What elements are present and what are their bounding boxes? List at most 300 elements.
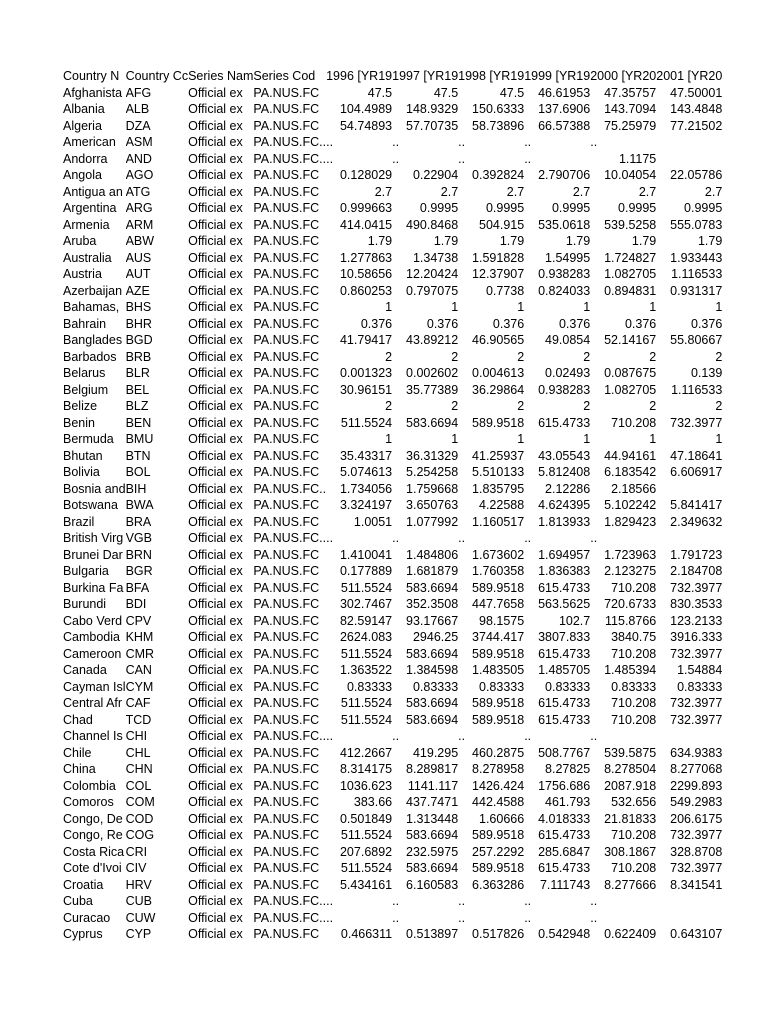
table-cell[interactable]: 0.860253 <box>339 283 393 298</box>
table-cell[interactable]: 710.208 <box>611 828 657 842</box>
table-cell[interactable]: .. <box>524 151 532 166</box>
table-cell[interactable]: PA.NUS.FC.. <box>253 531 327 545</box>
table-cell[interactable]: Belgium <box>63 382 109 397</box>
table-cell[interactable]: 2.349632 <box>670 514 723 529</box>
table-cell[interactable]: 511.5524 <box>340 646 393 661</box>
table-cell[interactable]: 1.79 <box>499 234 525 248</box>
table-cell[interactable]: 583.6694 <box>406 828 459 842</box>
table-cell[interactable]: 0.83333 <box>545 679 591 694</box>
table-cell[interactable]: BGD <box>125 333 153 347</box>
table-cell[interactable]: 52.14167 <box>604 333 657 347</box>
header-cell[interactable]: 2001 [YR20 <box>656 69 723 83</box>
table-cell[interactable]: 0.087675 <box>604 366 657 380</box>
table-cell[interactable]: Burkina Fa <box>63 580 124 595</box>
header-cell[interactable]: 2000 [YR20 <box>590 69 657 83</box>
table-cell[interactable]: Official ex <box>188 762 243 776</box>
table-cell[interactable]: Croatia <box>63 877 104 892</box>
table-cell[interactable]: 143.4848 <box>670 102 723 116</box>
table-cell[interactable]: 583.6694 <box>406 415 459 430</box>
table-cell[interactable]: PA.NUS.FC <box>253 250 320 265</box>
table-cell[interactable]: Botswana <box>63 498 118 512</box>
table-cell[interactable]: 1.813933 <box>538 514 591 529</box>
table-cell[interactable]: BRA <box>125 514 152 529</box>
table-cell[interactable]: 539.5258 <box>604 217 657 232</box>
table-cell[interactable]: BHS <box>125 300 152 314</box>
table-cell[interactable]: Official ex <box>188 828 243 842</box>
table-cell[interactable]: PA.NUS.FC <box>253 597 320 611</box>
table-cell[interactable]: 2299.893 <box>670 778 723 793</box>
table-cell[interactable]: Official ex <box>188 432 243 446</box>
table-cell[interactable]: 2.7 <box>440 184 459 199</box>
table-cell[interactable]: 589.9518 <box>472 696 525 710</box>
table-cell[interactable]: 532.656 <box>611 795 657 809</box>
table-cell[interactable]: 36.31329 <box>406 448 459 463</box>
table-cell[interactable]: 442.4588 <box>472 795 525 809</box>
table-cell[interactable]: .. <box>326 910 334 925</box>
table-cell[interactable]: Official ex <box>188 729 243 743</box>
table-cell[interactable]: 1.759668 <box>406 481 459 496</box>
table-cell[interactable]: 1.60666 <box>479 811 525 826</box>
table-cell[interactable]: 1 <box>583 300 591 314</box>
table-cell[interactable]: Official ex <box>188 795 243 809</box>
table-cell[interactable]: Official ex <box>188 349 243 364</box>
table-cell[interactable]: 0.376 <box>691 316 723 331</box>
table-cell[interactable]: Official ex <box>188 547 243 562</box>
table-cell[interactable]: 93.17667 <box>406 613 459 628</box>
table-cell[interactable]: DZA <box>125 118 151 133</box>
table-cell[interactable]: .. <box>524 531 532 545</box>
table-cell[interactable]: .. <box>458 894 466 908</box>
table-cell[interactable]: BLR <box>125 366 150 380</box>
table-cell[interactable]: ATG <box>125 184 151 199</box>
table-cell[interactable]: 710.208 <box>611 646 657 661</box>
table-cell[interactable]: 1.313448 <box>406 811 459 826</box>
table-cell[interactable]: 0.83333 <box>346 679 393 694</box>
table-cell[interactable]: PA.NUS.FC <box>253 366 320 380</box>
table-cell[interactable]: 1.79 <box>631 234 657 248</box>
table-cell[interactable]: 104.4989 <box>339 102 393 116</box>
table-cell[interactable]: 58.73896 <box>472 118 525 133</box>
table-cell[interactable]: PA.NUS.FC <box>253 663 320 677</box>
table-cell[interactable]: 732.3977 <box>670 415 723 430</box>
table-cell[interactable]: Chad <box>63 712 93 727</box>
table-cell[interactable]: 5.841417 <box>670 498 723 512</box>
table-cell[interactable]: Official ex <box>188 481 243 496</box>
table-cell[interactable]: Official ex <box>188 663 243 677</box>
table-cell[interactable]: 2.7 <box>374 184 393 199</box>
table-cell[interactable]: 6.183542 <box>604 465 657 479</box>
table-cell[interactable]: 1.79 <box>433 234 459 248</box>
table-cell[interactable]: 1.485394 <box>604 663 657 677</box>
table-cell[interactable]: Bahrain <box>63 316 107 331</box>
table-cell[interactable]: 47.18641 <box>670 448 723 463</box>
table-cell[interactable]: Official ex <box>188 564 243 578</box>
table-cell[interactable]: Benin <box>63 415 95 430</box>
table-cell[interactable]: 3.650763 <box>406 498 459 512</box>
table-cell[interactable]: 2 <box>715 349 723 364</box>
table-cell[interactable]: 1.0051 <box>353 514 393 529</box>
table-cell[interactable]: Burundi <box>63 597 107 611</box>
table-cell[interactable]: PA.NUS.FC <box>253 613 320 628</box>
table-cell[interactable]: 2 <box>385 349 393 364</box>
header-cell[interactable]: 1999 [YR19 <box>524 69 591 83</box>
table-cell[interactable]: 0.02493 <box>545 366 591 380</box>
table-cell[interactable]: PA.NUS.FC <box>253 762 320 776</box>
table-cell[interactable]: Official ex <box>188 514 243 529</box>
table-cell[interactable]: 589.9518 <box>472 861 525 875</box>
table-cell[interactable]: CRI <box>125 844 148 859</box>
table-cell[interactable]: 57.70735 <box>406 118 459 133</box>
table-cell[interactable]: .. <box>458 531 466 545</box>
table-cell[interactable]: 732.3977 <box>670 646 723 661</box>
header-cell[interactable]: Country N <box>63 69 120 83</box>
table-cell[interactable]: 1.116533 <box>671 267 723 281</box>
table-cell[interactable]: 0.392824 <box>472 168 525 182</box>
table-cell[interactable]: PA.NUS.FC <box>253 283 320 298</box>
table-cell[interactable]: 504.915 <box>479 217 525 232</box>
table-cell[interactable]: 3807.833 <box>538 630 591 644</box>
table-cell[interactable]: PA.NUS.FC.. <box>253 151 327 166</box>
table-cell[interactable]: Brunei Dar <box>63 547 123 562</box>
table-cell[interactable]: 22.05786 <box>670 168 723 182</box>
table-cell[interactable]: 0.376 <box>624 316 657 331</box>
table-cell[interactable]: 710.208 <box>611 580 657 595</box>
table-cell[interactable]: CMR <box>125 646 155 661</box>
table-cell[interactable]: CHI <box>125 729 148 743</box>
table-cell[interactable]: BEL <box>125 382 150 397</box>
table-cell[interactable]: 12.20424 <box>406 267 459 281</box>
table-cell[interactable]: 35.77389 <box>406 382 459 397</box>
table-cell[interactable]: Official ex <box>188 366 243 380</box>
table-cell[interactable]: PA.NUS.FC <box>253 712 320 727</box>
table-cell[interactable]: 0.542948 <box>538 927 591 941</box>
table-cell[interactable]: 5.510133 <box>472 465 525 479</box>
table-cell[interactable]: 66.57388 <box>538 118 591 133</box>
table-cell[interactable]: Bermuda <box>63 432 114 446</box>
table-cell[interactable]: 615.4733 <box>538 415 591 430</box>
table-cell[interactable]: 6.606917 <box>670 465 723 479</box>
table-cell[interactable]: 1 <box>451 432 459 446</box>
table-cell[interactable]: 0.002602 <box>406 366 459 380</box>
table-cell[interactable]: 1.082705 <box>604 267 657 281</box>
table-cell[interactable]: Belarus <box>63 366 106 380</box>
table-cell[interactable]: 82.59147 <box>339 613 393 628</box>
table-cell[interactable]: 732.3977 <box>670 828 723 842</box>
table-cell[interactable]: 0.83333 <box>611 679 657 694</box>
table-cell[interactable]: Cameroon <box>63 646 122 661</box>
table-cell[interactable]: 2 <box>649 399 657 413</box>
table-cell[interactable]: 0.999663 <box>339 201 393 215</box>
table-cell[interactable]: Bulgaria <box>63 564 109 578</box>
table-cell[interactable] <box>656 481 722 498</box>
table-cell[interactable]: CYP <box>125 927 152 941</box>
table-cell[interactable]: 148.9329 <box>406 102 459 116</box>
table-cell[interactable]: BIH <box>125 481 147 496</box>
table-cell[interactable]: 0.501849 <box>339 811 393 826</box>
table-cell[interactable]: 2 <box>649 349 657 364</box>
header-cell[interactable]: Series Cod <box>253 69 316 83</box>
table-cell[interactable]: 8.278504 <box>604 762 657 776</box>
table-cell[interactable]: Official ex <box>188 927 243 941</box>
table-cell[interactable]: Bahamas, <box>63 300 120 314</box>
table-cell[interactable]: 308.1867 <box>604 844 657 859</box>
table-cell[interactable]: 47.35757 <box>604 85 657 100</box>
table-cell[interactable]: KHM <box>125 630 154 644</box>
table-cell[interactable]: BRN <box>125 547 152 562</box>
table-cell[interactable]: CYM <box>125 679 154 694</box>
table-cell[interactable]: 55.80667 <box>670 333 723 347</box>
table-cell[interactable]: 0.797075 <box>406 283 459 298</box>
table-cell[interactable]: PA.NUS.FC <box>253 184 320 199</box>
table-cell[interactable]: Official ex <box>188 201 243 215</box>
table-cell[interactable]: 328.8708 <box>670 844 723 859</box>
table-cell[interactable]: Antigua an <box>63 184 123 199</box>
table-cell[interactable]: Official ex <box>188 630 243 644</box>
table-cell[interactable]: Cote d'Ivoi <box>63 861 122 875</box>
table-cell[interactable]: British Virg <box>63 531 124 545</box>
table-cell[interactable]: PA.NUS.FC <box>253 795 320 809</box>
table-cell[interactable]: 1.760358 <box>472 564 525 578</box>
table-cell[interactable]: .. <box>392 910 400 925</box>
table-cell[interactable]: .. <box>392 729 400 743</box>
table-cell[interactable]: 0.9995 <box>419 201 459 215</box>
table-cell[interactable]: Albania <box>63 102 105 116</box>
table-cell[interactable]: Official ex <box>188 498 243 512</box>
table-cell[interactable]: Armenia <box>63 217 110 232</box>
table-cell[interactable]: 8.277666 <box>604 877 657 892</box>
table-cell[interactable]: 634.9383 <box>670 745 723 760</box>
table-cell[interactable]: 0.9995 <box>684 201 723 215</box>
table-cell[interactable]: Australia <box>63 250 112 265</box>
table-cell[interactable]: 732.3977 <box>670 696 723 710</box>
table-cell[interactable]: Official ex <box>188 217 243 232</box>
table-cell[interactable]: ABW <box>125 234 155 248</box>
table-cell[interactable]: PA.NUS.FC <box>253 267 320 281</box>
table-cell[interactable]: 732.3977 <box>670 712 723 727</box>
table-cell[interactable]: 75.25979 <box>604 118 657 133</box>
table-cell[interactable]: .. <box>392 531 400 545</box>
table-cell[interactable]: Congo, Re <box>63 828 123 842</box>
table-cell[interactable]: Congo, De <box>63 811 123 826</box>
table-cell[interactable]: .. <box>590 135 598 149</box>
table-cell[interactable]: Algeria <box>63 118 102 133</box>
table-cell[interactable]: CAN <box>125 663 152 677</box>
table-cell[interactable]: 1756.686 <box>538 778 591 793</box>
table-cell[interactable]: 1.591828 <box>472 250 525 265</box>
table-cell[interactable]: 36.29864 <box>472 382 525 397</box>
table-cell[interactable]: PA.NUS.FC <box>253 580 320 595</box>
table-cell[interactable]: 414.0415 <box>339 217 393 232</box>
table-cell[interactable]: PA.NUS.FC <box>253 547 320 562</box>
table-cell[interactable]: TCD <box>125 712 152 727</box>
table-cell[interactable]: PA.NUS.FC <box>253 844 320 859</box>
table-cell[interactable]: HRV <box>125 877 152 892</box>
table-cell[interactable]: CIV <box>125 861 147 875</box>
table-cell[interactable]: Cambodia <box>63 630 120 644</box>
table-cell[interactable]: 1.082705 <box>604 382 657 397</box>
table-cell[interactable]: 1.673602 <box>472 547 525 562</box>
table-cell[interactable]: 54.74893 <box>339 118 393 133</box>
table-cell[interactable]: Official ex <box>188 415 243 430</box>
table-cell[interactable] <box>656 151 722 168</box>
table-cell[interactable]: 257.2292 <box>472 844 525 859</box>
table-cell[interactable]: 583.6694 <box>406 696 459 710</box>
table-cell[interactable]: PA.NUS.FC <box>253 877 320 892</box>
table-cell[interactable]: PA.NUS.FC <box>253 448 320 463</box>
table-cell[interactable]: 2624.083 <box>339 630 393 644</box>
table-cell[interactable]: 583.6694 <box>406 712 459 727</box>
table-cell[interactable]: 0.894831 <box>604 283 657 298</box>
table-cell[interactable]: BEN <box>125 415 152 430</box>
table-cell[interactable]: 437.7471 <box>406 795 459 809</box>
table-cell[interactable]: 1.734056 <box>339 481 393 496</box>
table-cell[interactable]: 589.9518 <box>472 415 525 430</box>
table-cell[interactable] <box>656 893 722 910</box>
table-cell[interactable]: 1.835795 <box>472 481 525 496</box>
table-cell[interactable]: 115.8766 <box>605 613 657 628</box>
table-cell[interactable]: PA.NUS.FC <box>253 745 320 760</box>
table-cell[interactable]: .. <box>326 531 334 545</box>
table-cell[interactable]: 0.643107 <box>670 927 723 941</box>
table-cell[interactable]: PA.NUS.FC <box>253 349 320 364</box>
table-cell[interactable]: PA.NUS.FC.. <box>253 481 327 496</box>
table-cell[interactable]: .. <box>326 151 334 166</box>
table-cell[interactable]: 35.43317 <box>339 448 393 463</box>
table-cell[interactable]: 710.208 <box>611 696 657 710</box>
header-cell[interactable]: 1998 [YR19 <box>458 69 525 83</box>
table-cell[interactable]: 285.6847 <box>538 844 591 859</box>
table-cell[interactable]: PA.NUS.FC <box>253 201 320 215</box>
table-cell[interactable]: Argentina <box>63 201 117 215</box>
table-cell[interactable]: 8.289817 <box>406 762 459 776</box>
table-cell[interactable]: PA.NUS.FC <box>253 217 320 232</box>
table-cell[interactable]: 1.694957 <box>538 547 591 562</box>
table-cell[interactable]: 0.9995 <box>485 201 525 215</box>
table-cell[interactable]: 511.5524 <box>340 861 393 875</box>
table-cell[interactable]: 0.001323 <box>339 366 393 380</box>
table-cell[interactable]: Official ex <box>188 696 243 710</box>
table-cell[interactable]: 447.7658 <box>472 597 525 611</box>
table-cell[interactable]: 0.177889 <box>339 564 393 578</box>
table-cell[interactable]: Cuba <box>63 894 93 908</box>
table-cell[interactable]: 589.9518 <box>472 646 525 661</box>
table-cell[interactable]: 2.184708 <box>670 564 723 578</box>
table-cell[interactable]: 615.4733 <box>538 712 591 727</box>
table-cell[interactable]: .. <box>458 910 466 925</box>
table-cell[interactable]: .. <box>524 894 532 908</box>
table-cell[interactable]: Official ex <box>188 448 243 463</box>
table-cell[interactable]: 2 <box>451 349 459 364</box>
table-cell[interactable]: 137.6906 <box>538 102 591 116</box>
table-cell[interactable]: Official ex <box>188 646 243 661</box>
table-cell[interactable]: 2 <box>517 399 525 413</box>
table-cell[interactable]: CUW <box>125 910 156 925</box>
table-cell[interactable]: Channel Is <box>63 729 123 743</box>
table-cell[interactable]: Afghanista <box>63 85 123 100</box>
table-cell[interactable]: 1.681879 <box>406 564 459 578</box>
table-cell[interactable]: COD <box>125 811 154 826</box>
table-cell[interactable]: 710.208 <box>611 861 657 875</box>
table-cell[interactable]: PA.NUS.FC <box>253 811 320 826</box>
table-cell[interactable]: 1.484806 <box>406 547 459 562</box>
table-cell[interactable]: 232.5975 <box>406 844 459 859</box>
table-cell[interactable]: 8.341541 <box>670 877 723 892</box>
table-cell[interactable]: 8.27825 <box>545 762 591 776</box>
table-cell[interactable]: ALB <box>125 102 150 116</box>
table-cell[interactable]: PA.NUS.FC <box>253 333 320 347</box>
table-cell[interactable]: 1 <box>715 432 723 446</box>
table-cell[interactable]: 0.9995 <box>551 201 591 215</box>
table-cell[interactable]: 6.363286 <box>472 877 525 892</box>
table-cell[interactable]: PA.NUS.FC <box>253 234 320 248</box>
table-cell[interactable]: 589.9518 <box>472 580 525 595</box>
table-cell[interactable]: .. <box>524 729 532 743</box>
table-cell[interactable]: 0.824033 <box>538 283 591 298</box>
table-cell[interactable]: Official ex <box>188 910 243 925</box>
table-cell[interactable]: Official ex <box>188 399 243 413</box>
table-cell[interactable]: Curacao <box>63 910 111 925</box>
table-cell[interactable]: 1 <box>715 300 723 314</box>
table-cell[interactable]: PA.NUS.FC <box>253 514 320 529</box>
table-cell[interactable]: 4.624395 <box>538 498 591 512</box>
table-cell[interactable]: 1.836383 <box>538 564 591 578</box>
table-cell[interactable]: 10.04054 <box>604 168 657 182</box>
table-cell[interactable]: 2.12286 <box>545 481 591 496</box>
table-cell[interactable] <box>656 530 722 547</box>
table-cell[interactable]: 4.22588 <box>479 498 525 512</box>
table-cell[interactable]: .. <box>590 729 598 743</box>
table-cell[interactable]: 41.79417 <box>339 333 393 347</box>
table-cell[interactable]: 1.723963 <box>604 547 657 562</box>
table-cell[interactable]: Official ex <box>188 382 243 397</box>
table-cell[interactable]: PA.NUS.FC <box>253 85 320 100</box>
table-cell[interactable]: Official ex <box>188 778 243 793</box>
table-cell[interactable]: 589.9518 <box>472 828 525 842</box>
table-cell[interactable]: PA.NUS.FC.. <box>253 135 327 149</box>
table-cell[interactable]: Official ex <box>188 85 243 100</box>
table-cell[interactable]: 710.208 <box>611 712 657 727</box>
table-cell[interactable]: 1.54884 <box>677 663 723 677</box>
table-cell[interactable]: 0.83333 <box>412 679 459 694</box>
table-cell[interactable]: 302.7467 <box>339 597 393 611</box>
table-cell[interactable]: 615.4733 <box>538 580 591 595</box>
table-cell[interactable]: 2.18566 <box>611 481 657 496</box>
table-cell[interactable]: Cayman Isl <box>63 679 126 694</box>
table-cell[interactable]: Official ex <box>188 679 243 694</box>
table-cell[interactable]: 615.4733 <box>538 861 591 875</box>
table-cell[interactable]: 47.5 <box>367 85 393 100</box>
table-cell[interactable]: 10.58656 <box>339 267 393 281</box>
table-cell[interactable]: .. <box>590 910 598 925</box>
table-cell[interactable]: 1141.117 <box>407 778 459 793</box>
table-cell[interactable]: 710.208 <box>611 415 657 430</box>
table-cell[interactable]: 0.376 <box>360 316 393 331</box>
table-cell[interactable]: 2.7 <box>506 184 525 199</box>
table-cell[interactable]: 2.7 <box>704 184 723 199</box>
table-cell[interactable]: CHL <box>125 745 151 760</box>
table-cell[interactable]: CPV <box>125 613 152 628</box>
table-cell[interactable]: 0.931317 <box>670 283 723 298</box>
table-cell[interactable]: 5.812408 <box>538 465 591 479</box>
table-cell[interactable]: 555.0783 <box>670 217 723 232</box>
table-cell[interactable]: 511.5524 <box>340 712 393 727</box>
table-cell[interactable]: CHN <box>125 762 153 776</box>
table-cell[interactable]: American <box>63 135 116 149</box>
table-cell[interactable]: BTN <box>125 448 151 463</box>
table-cell[interactable]: Official ex <box>188 811 243 826</box>
table-cell[interactable]: Cabo Verd <box>63 613 123 628</box>
table-cell[interactable]: .. <box>392 135 400 149</box>
